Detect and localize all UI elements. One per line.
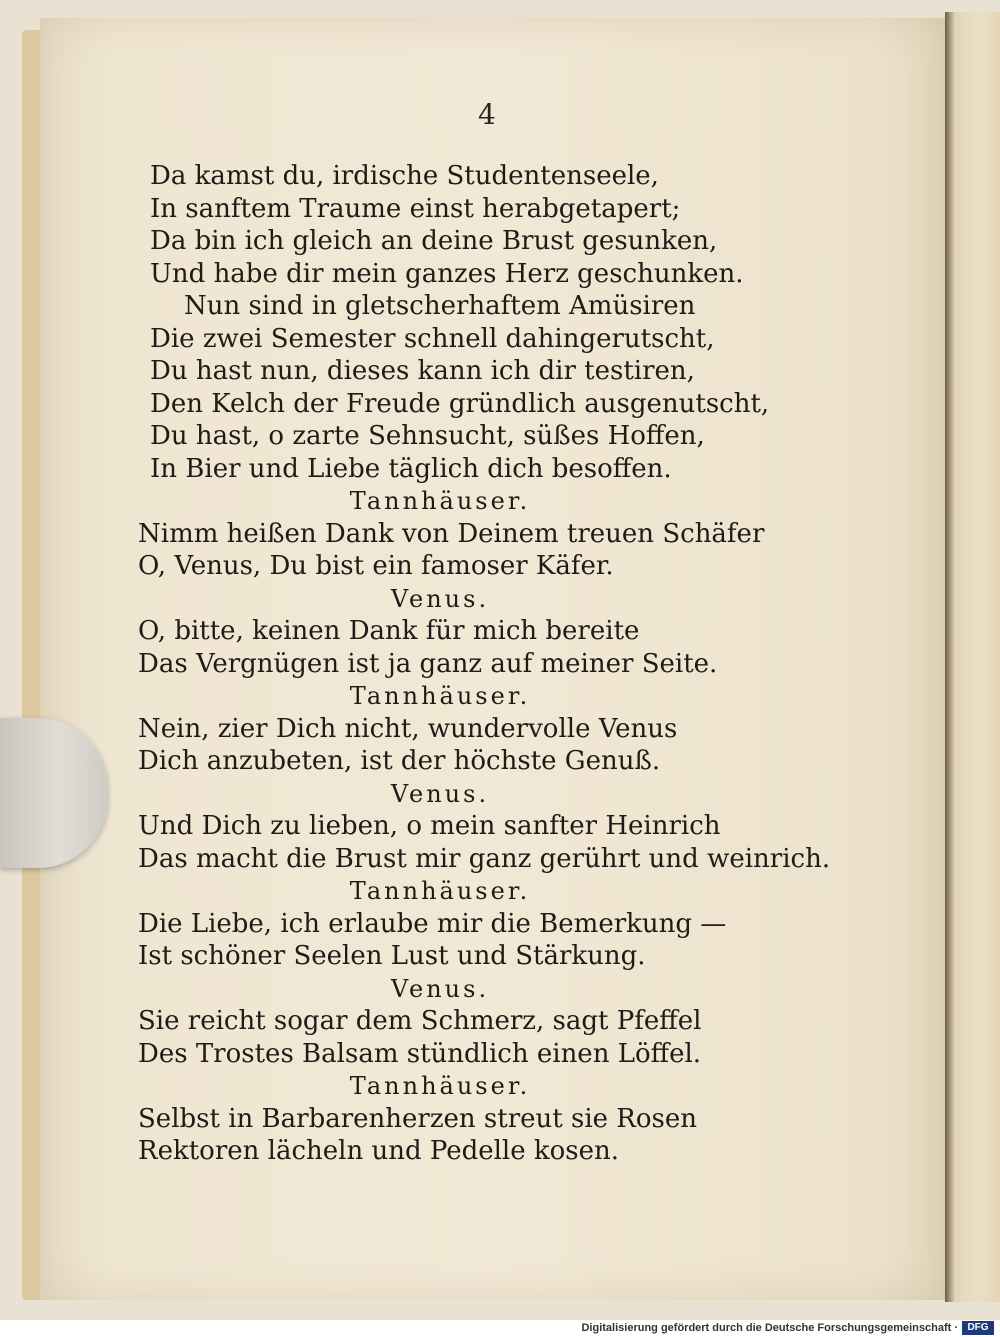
verse-line: Du hast, o zarte Sehnsucht, süßes Hoffen, [150,421,705,451]
dialogue-line: Rektoren lächeln und Pedelle kosen. [138,1136,620,1166]
speaker-name: Venus. [390,779,490,808]
dfg-logo: DFG [962,1321,994,1335]
dialogue-line: Ist schöner Seelen Lust und Stärkung. [138,941,646,971]
verse-line: Und habe dir mein ganzes Herz geschunken. [150,258,744,289]
verse-line: In sanftem Traume einst herabgetapert; [150,193,681,224]
verse-line: Da kamst du, irdische Studentenseele, [150,161,659,191]
footer-credit: Digitalisierung gefördert durch die Deutsche Forschungsgemeinschaft · [581,1322,958,1334]
speaker-name: Tannhäuser. [349,682,531,710]
verse-block [138,160,850,1168]
dialogue-line: Nimm heißen Dank von Deinem treuen Schäfer [138,518,765,549]
dialogue-line: Sie reicht sogar dem Schmerz, sagt Pfeffel [138,1006,702,1036]
dialogue-line: O, bitte, keinen Dank für mich bereite [138,616,640,646]
dialogue-line: Des Trostes Balsam stündlich einen Löffel. [138,1038,702,1069]
verse-line: Die zwei Semester schnell dahingerutscht, [150,323,715,354]
dialogue-line: O, Venus, Du bist ein famoser Käfer. [138,551,614,581]
dialogue-line: Die Liebe, ich erlaube mir die Bemerkung — [138,908,727,939]
page-number: 4 [478,98,496,131]
dialogue-line: Selbst in Barbarenherzen streut sie Rosen [138,1103,698,1134]
speaker-name: Venus. [390,584,490,613]
speaker-name: Tannhäuser. [349,487,531,515]
verse-line: Da bin ich gleich an deine Brust gesunken, [150,226,718,256]
verse-line: Du hast nun, dieses kann ich dir testiren, [150,356,695,386]
dialogue-line: Dich anzubeten, ist der höchste Genuß. [138,746,661,776]
dialogue-line: Das Vergnügen ist ja ganz auf meiner Seite. [138,648,718,679]
verse-line: Den Kelch der Freude gründlich ausgenutscht, [150,388,770,419]
dialogue-line: Und Dich zu lieben, o mein sanfter Heinrich [138,811,721,841]
verse-line: In Bier und Liebe täglich dich besoffen. [150,453,672,484]
dialogue-line: Nein, zier Dich nicht, wundervolle Venus [138,713,678,744]
verse-line: Nun sind in gletscherhaftem Amüsiren [184,291,696,321]
speaker-name: Tannhäuser. [349,1072,531,1100]
speaker-name: Tannhäuser. [349,877,531,905]
dialogue-line: Das macht die Brust mir ganz gerührt und weinrich. [138,843,831,874]
speaker-name: Venus. [390,974,490,1003]
facing-page-edge [945,12,1000,1302]
